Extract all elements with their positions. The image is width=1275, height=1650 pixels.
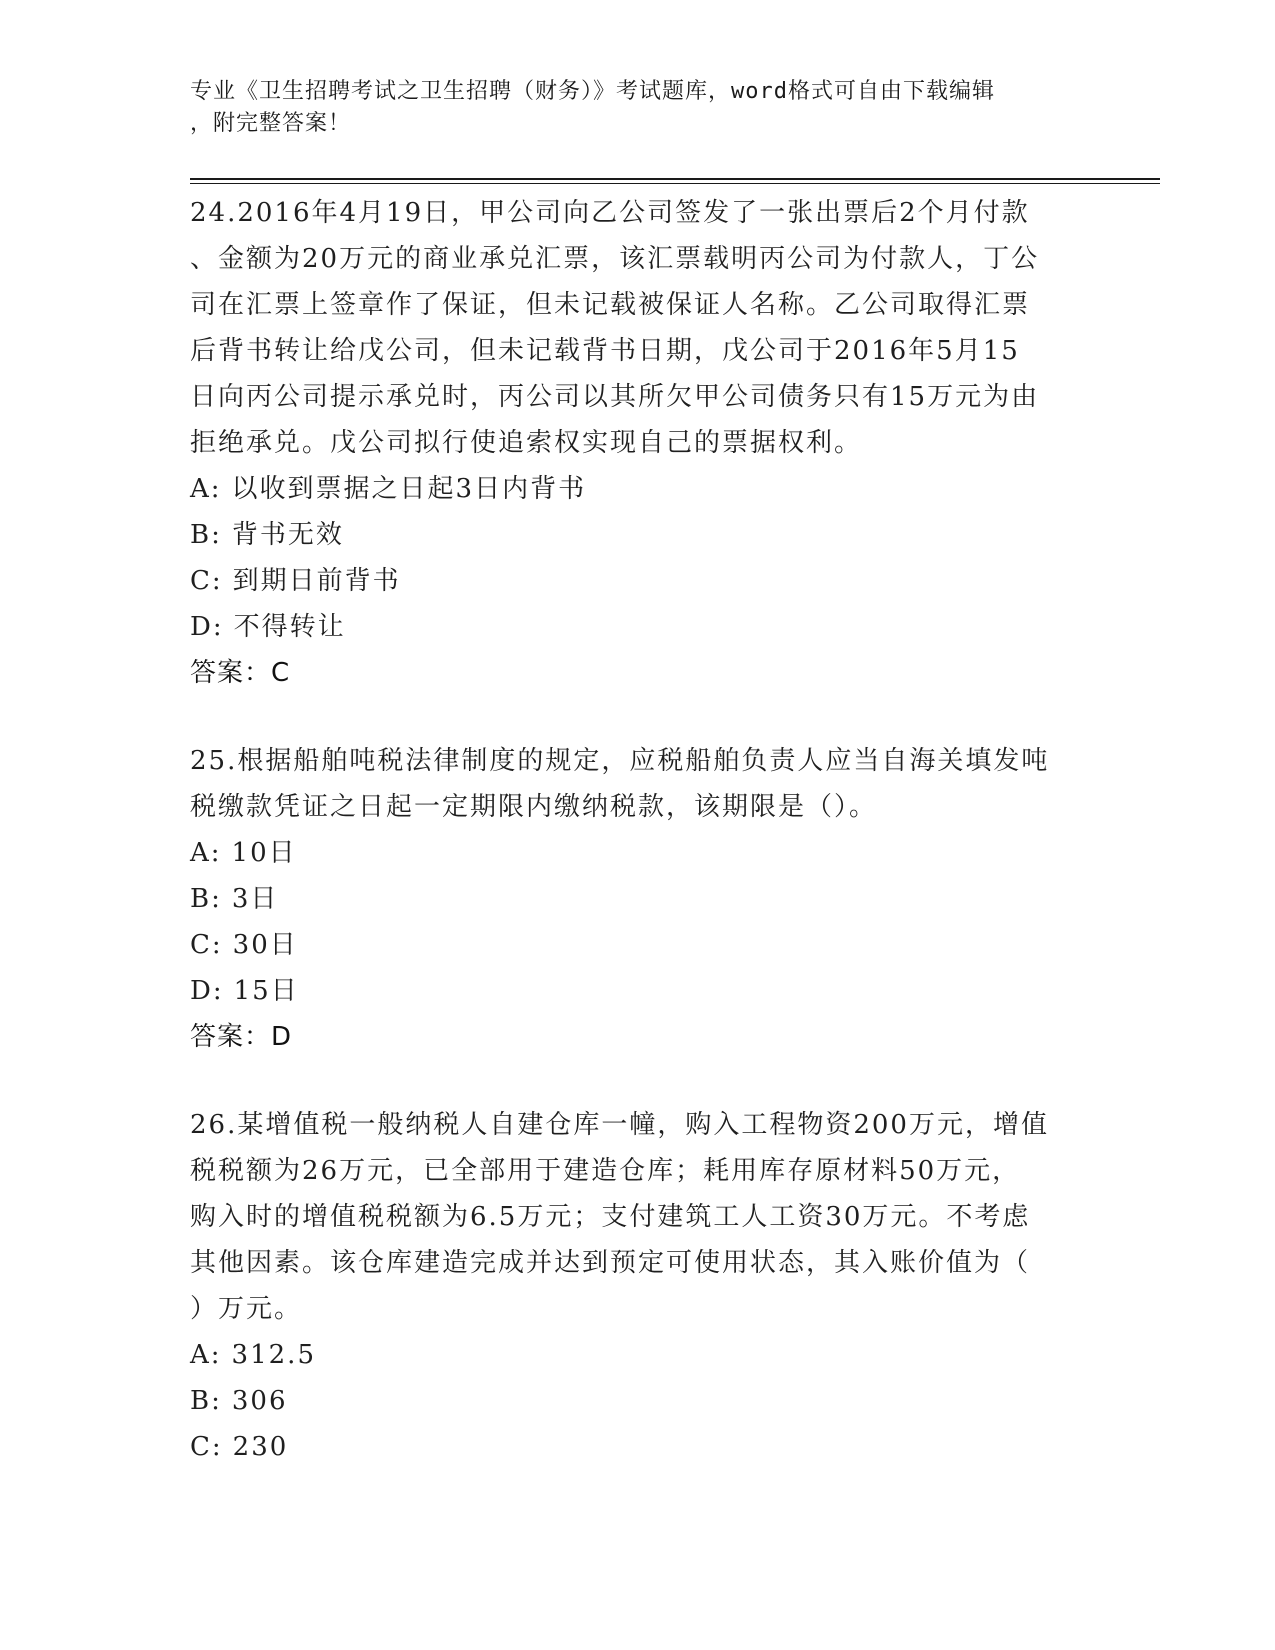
option-key: C	[190, 566, 212, 596]
option-separator: :	[212, 976, 224, 1006]
option-d	[190, 968, 1090, 1014]
option-c	[190, 1424, 1090, 1470]
header-divider-thin	[190, 183, 1160, 184]
option-key: C	[190, 930, 212, 960]
option-a	[190, 830, 1090, 876]
header-line-2: ，附完整答案！	[190, 111, 352, 136]
option-separator: :	[210, 1340, 222, 1370]
option-text: 312.5	[231, 1340, 316, 1370]
option-a	[190, 1332, 1090, 1378]
option-text: 到期日前背书	[232, 566, 401, 596]
option-separator: :	[211, 884, 222, 914]
option-c	[190, 558, 1090, 604]
question-spacer	[190, 696, 1090, 738]
option-key: B	[190, 1386, 212, 1416]
option-text: 15日	[233, 976, 299, 1006]
option-key: A	[190, 838, 211, 868]
option-c	[190, 922, 1090, 968]
header-line-1: 专业《卫生招聘考试之卫生招聘（财务）》考试题库，word格式可自由下载编辑	[190, 79, 995, 104]
option-b	[190, 876, 1090, 922]
question-list	[190, 190, 1090, 1470]
option-d	[190, 604, 1090, 650]
question-text: 25.根据船舶吨税法律制度的规定，应税船舶负责人应当自海关填发吨 税缴款凭证之日起一定期限内缴纳税款，该期限是（）。	[190, 746, 1050, 822]
option-separator: :	[211, 520, 222, 550]
option-text: 不得转让	[233, 612, 346, 642]
question-25	[190, 738, 1090, 1060]
question-spacer	[190, 1060, 1090, 1102]
option-key: A	[190, 474, 211, 504]
option-key: C	[190, 1432, 212, 1462]
option-separator: :	[211, 1386, 222, 1416]
option-separator: :	[212, 612, 224, 642]
option-separator: :	[210, 838, 222, 868]
option-text: 背书无效	[231, 520, 344, 550]
option-text: 306	[231, 1386, 288, 1416]
answer: 答案：C	[190, 658, 291, 688]
question-24	[190, 190, 1090, 696]
option-text: 以收到票据之日起3日内背书	[231, 474, 587, 504]
option-text: 230	[232, 1432, 289, 1462]
option-text: 10日	[231, 838, 297, 868]
option-b	[190, 512, 1090, 558]
option-key: D	[190, 612, 213, 642]
header-divider-thick	[190, 178, 1160, 180]
question-text: 24.2016年4月19日，甲公司向乙公司签发了一张出票后2个月付款 、金额为20万元的商业承兑汇票，该汇票载明丙公司为付款人，丁公 司在汇票上签章作了保证，但未记载被保证人名称。乙公司取得汇票 后背书转让给戊公司，但未记载背书日期，戊公司于2016年5月15 日向丙公司提示承兑时，丙公司以其所欠甲公司债务只有15万元为由 拒绝承兑。戊公司拟行使追索权实现自己的票据权利。	[190, 198, 1040, 458]
question-text: 26.某增值税一般纳税人自建仓库一幢，购入工程物资200万元，增值 税税额为26万元，已全部用于建造仓库；耗用库存原材料50万元， 购入时的增值税税额为6.5万元；支付建筑工人工资30万元。不考虑 其他因素。该仓库建造完成并达到预定可使用状态，其入账价值为（ ）万元。	[190, 1110, 1049, 1324]
option-separator: :	[210, 474, 222, 504]
option-separator: :	[211, 930, 223, 960]
option-b	[190, 1378, 1090, 1424]
option-text: 3日	[231, 884, 279, 914]
answer: 答案：D	[190, 1022, 293, 1052]
option-separator: :	[211, 566, 223, 596]
option-key: B	[190, 884, 212, 914]
option-separator: :	[211, 1432, 223, 1462]
option-text: 30日	[232, 930, 298, 960]
option-key: A	[190, 1340, 211, 1370]
option-key: D	[190, 976, 213, 1006]
question-26	[190, 1102, 1090, 1470]
option-a	[190, 466, 1090, 512]
document-header	[190, 76, 1080, 140]
option-key: B	[190, 520, 212, 550]
